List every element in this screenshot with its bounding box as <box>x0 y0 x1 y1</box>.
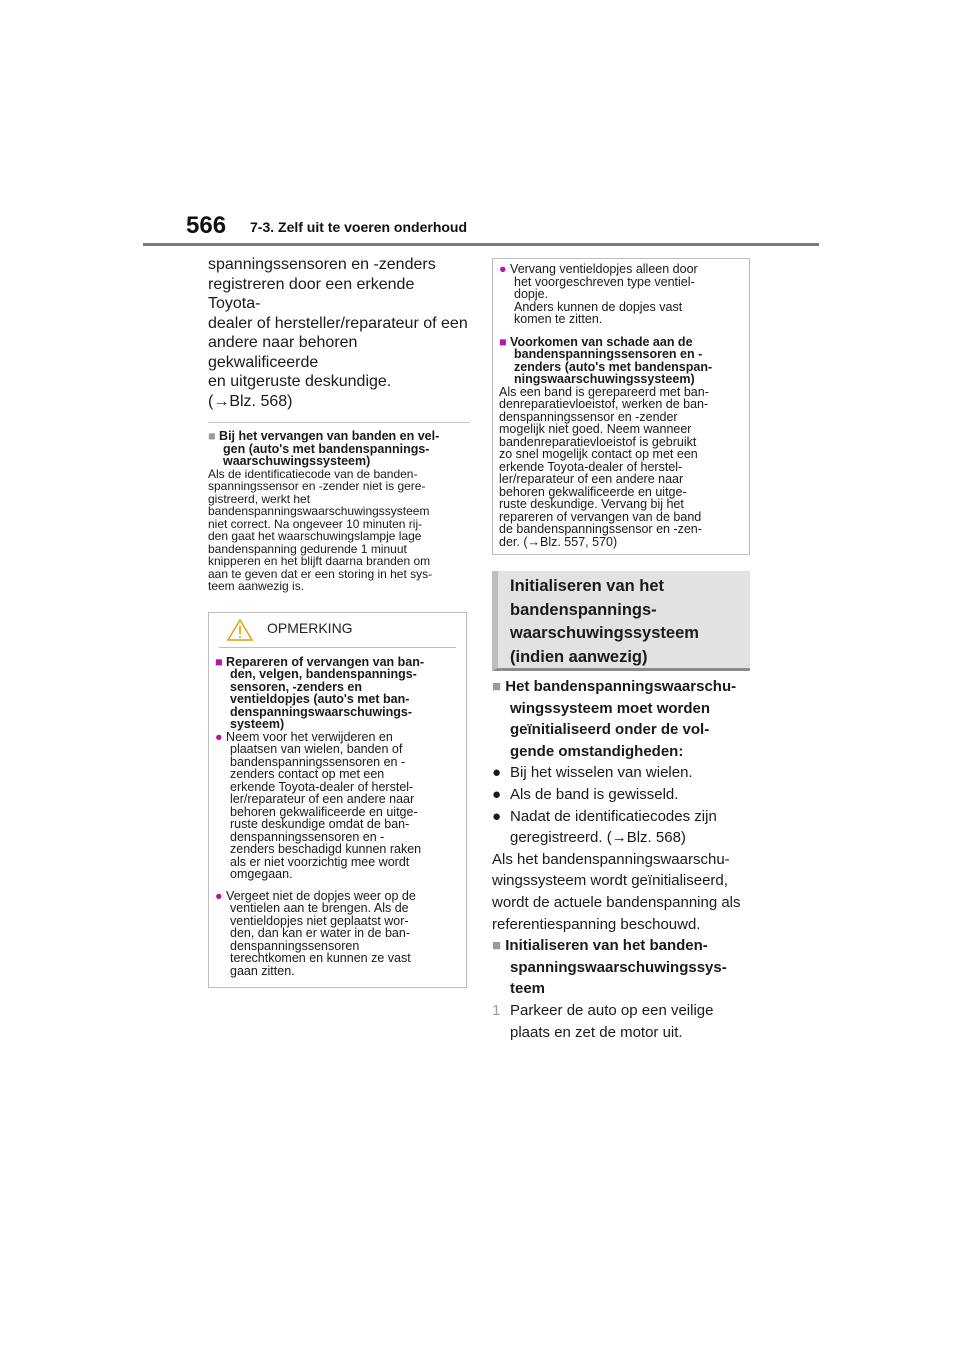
round-bullet-icon: ● <box>215 729 223 744</box>
init-heading-panel <box>492 571 750 671</box>
init-conditions <box>492 676 750 1043</box>
text-line: mogelijk niet goed. Neem wanneer <box>499 422 692 436</box>
note-header <box>219 613 456 648</box>
note-title: OPMERKING <box>267 619 353 636</box>
text-line: ventielen aan te brengen. Als de <box>230 901 409 915</box>
text-line: ruste deskundige omdat de ban- <box>230 817 410 831</box>
text-line: plaats en zet de motor uit. <box>510 1023 683 1041</box>
text-line: gaan zitten. <box>230 963 295 978</box>
square-bullet-icon: ■ <box>208 429 216 443</box>
text-line: Neem voor het verwijderen en <box>226 729 393 744</box>
list-item <box>492 784 750 806</box>
subheading-line: ningswaarschuwingssysteem) <box>514 372 695 386</box>
text-line: bandenspanningssensoren en - <box>230 754 406 769</box>
subheading-line: den, velgen, bandenspannings- <box>230 667 417 681</box>
subheading-line: sensoren, -zenders en <box>230 679 362 694</box>
subheading-line: Bij het vervangen van banden en vel- <box>219 429 440 443</box>
warning-triangle-icon <box>227 619 253 646</box>
text-line: denreparatievloeistof, werken de ban- <box>499 397 709 411</box>
page-reference: (→Blz. 568) <box>208 392 293 410</box>
text-line: registreren door een erkende Toyota- <box>208 275 415 312</box>
page-reference: der. (→Blz. 557, 570) <box>499 534 618 549</box>
text-line: Parkeer de auto op een veilige <box>510 1001 714 1019</box>
square-bullet-icon: ■ <box>492 678 502 695</box>
text-line: Bij het wisselen van wielen. <box>510 764 693 782</box>
text-line: spanningssensoren en -zenders <box>208 256 436 273</box>
text-line: denspanningssensoren <box>230 938 360 953</box>
round-bullet-icon: ● <box>492 807 502 825</box>
text-line: zenders beschadigd kunnen raken <box>230 842 422 856</box>
text-line: plaatsen van wielen, banden of <box>230 742 403 756</box>
text-line: repareren of vervangen van de band <box>499 509 702 524</box>
subheading-line: denspanningswaarschuwings- <box>230 704 412 719</box>
text-line: zenders contact op met een <box>230 767 385 781</box>
text-line: behoren gekwalificeerde en uitge- <box>230 804 418 819</box>
round-bullet-icon: ● <box>215 888 223 903</box>
text-line: denspanningssensor en -zender <box>499 409 678 424</box>
round-bullet-icon: ● <box>492 785 502 803</box>
page-reference: geregistreerd. (→Blz. 568) <box>510 829 686 847</box>
text-line: behoren gekwalificeerde en uitge- <box>499 484 687 499</box>
text-line: gistreerd, werkt het <box>208 491 311 506</box>
subheading-line: zenders (auto's met bandenspan- <box>514 359 713 374</box>
list-item <box>492 806 750 849</box>
text-line: spanningssensor en -zender niet is gere- <box>208 479 426 493</box>
subheading-line: Repareren of vervangen van ban- <box>226 654 425 669</box>
section-heading-line: Initialiseren van het <box>510 577 665 595</box>
text-line: den gaat het waarschuwingslampje lage <box>208 529 422 543</box>
text-line: teem aanwezig is. <box>208 579 305 593</box>
text-line: bandenreparatievloeistof is gebruikt <box>499 434 697 449</box>
subheading-line: Initialiseren van het banden- <box>505 937 708 955</box>
subheading-line: bandenspanningssensoren en - <box>514 347 703 361</box>
subheading-line: spanningswaarschuwingssys- <box>510 958 727 976</box>
text-line: erkende Toyota-dealer of herstel- <box>499 459 683 474</box>
text-line: Als een band is gerepareerd met ban- <box>499 384 709 399</box>
round-bullet-icon: ● <box>492 764 502 782</box>
text-line: knipperen en het blijft daarna branden om <box>208 554 431 568</box>
procedure-step <box>492 1000 750 1043</box>
text-line: en uitgeruste deskundige. <box>208 373 392 390</box>
text-line: ler/reparateur of een andere naar <box>499 472 684 486</box>
text-line: omgegaan. <box>230 867 293 881</box>
note-box <box>208 612 467 989</box>
subheading-line: ventieldopjes (auto's met ban- <box>230 692 410 706</box>
square-bullet-icon: ■ <box>499 334 507 349</box>
section-heading-line: (indien aanwezig) <box>510 647 648 666</box>
text-line: aan te geven dat er een storing in het sys- <box>208 566 433 581</box>
text-line: het voorgeschreven type ventiel- <box>514 274 695 289</box>
text-line: terechtkomen en kunnen ze vast <box>230 951 411 965</box>
subheading-line: wingssysteem moet worden <box>510 699 711 717</box>
text-line: andere naar behoren gekwalificeerde <box>208 334 358 371</box>
text-line: bandenspanning gedurende 1 minuut <box>208 541 407 556</box>
tire-change-section <box>208 430 470 593</box>
text-line: bandenspanningswaarschuwingssysteem <box>208 504 430 518</box>
step-number: 1 <box>492 1001 501 1019</box>
square-bullet-icon: ■ <box>492 937 502 955</box>
section-header: 7-3. Zelf uit te voeren onderhoud <box>250 219 468 235</box>
text-line: wingssysteem wordt geïnitialiseerd, <box>492 872 728 890</box>
continued-note-box <box>492 258 750 555</box>
text-line: dealer of hersteller/reparateur of een <box>208 314 468 332</box>
text-line: Vergeet niet de dopjes weer op de <box>226 888 416 903</box>
subheading-line: systeem) <box>230 717 285 731</box>
subheading-line: teem <box>510 980 546 998</box>
square-bullet-icon: ■ <box>215 654 223 669</box>
text-line: niet correct. Na ongeveer 10 minuten rij- <box>208 516 423 531</box>
reference-paragraph <box>492 849 750 935</box>
text-line: referentiespanning beschouwd. <box>492 915 701 933</box>
intro-paragraph <box>208 255 470 411</box>
text-line: Vervang ventieldopjes alleen door <box>510 262 698 276</box>
text-line: ruste deskundige. Vervang bij het <box>499 497 684 511</box>
text-line: de bandenspanningssensor en -zen- <box>499 522 702 536</box>
text-line: wordt de actuele bandenspanning als <box>492 893 741 911</box>
note-body <box>209 648 466 988</box>
text-line: komen te zitten. <box>514 312 603 326</box>
text-line: Anders kunnen de dopjes vast <box>514 299 683 314</box>
text-line: als er niet voorzichtig mee wordt <box>230 854 410 869</box>
section-heading-line: waarschuwingssysteem <box>510 624 699 642</box>
text-line: denspanningssensoren en - <box>230 829 385 844</box>
subheading-line: gen (auto's met bandenspannings- <box>223 441 430 456</box>
page-number: 566 <box>186 212 227 239</box>
text-line: Als het bandenspanningswaarschu- <box>492 850 730 868</box>
text-line: Nadat de identificatiecodes zijn <box>510 807 717 825</box>
subheading-line: Voorkomen van schade aan de <box>510 334 693 349</box>
subheading-line: gende omstandigheden: <box>510 742 684 760</box>
section-heading-line: bandenspannings- <box>510 600 657 619</box>
text-line: erkende Toyota-dealer of herstel- <box>230 779 414 794</box>
text-line: ler/reparateur of een andere naar <box>230 792 415 806</box>
text-line: ventieldopjes niet geplaatst wor- <box>230 913 409 928</box>
round-bullet-icon: ● <box>499 262 507 276</box>
text-line: zo snel mogelijk contact op met een <box>499 447 698 461</box>
subheading-line: Het bandenspanningswaarschu- <box>505 678 737 695</box>
subheading-line: waarschuwingssysteem) <box>223 454 371 468</box>
text-line: den, dan kan er water in de ban- <box>230 926 410 940</box>
right-column <box>492 258 750 1043</box>
divider <box>208 422 470 423</box>
left-column <box>208 255 470 988</box>
header-rule <box>143 243 819 246</box>
list-item <box>492 762 750 784</box>
text-line: dopje. <box>514 287 549 301</box>
text-line: Als de identificatiecode van de banden- <box>208 466 418 481</box>
text-line: Als de band is gewisseld. <box>510 785 679 803</box>
subheading-line: geïnitialiseerd onder de vol- <box>510 721 710 739</box>
